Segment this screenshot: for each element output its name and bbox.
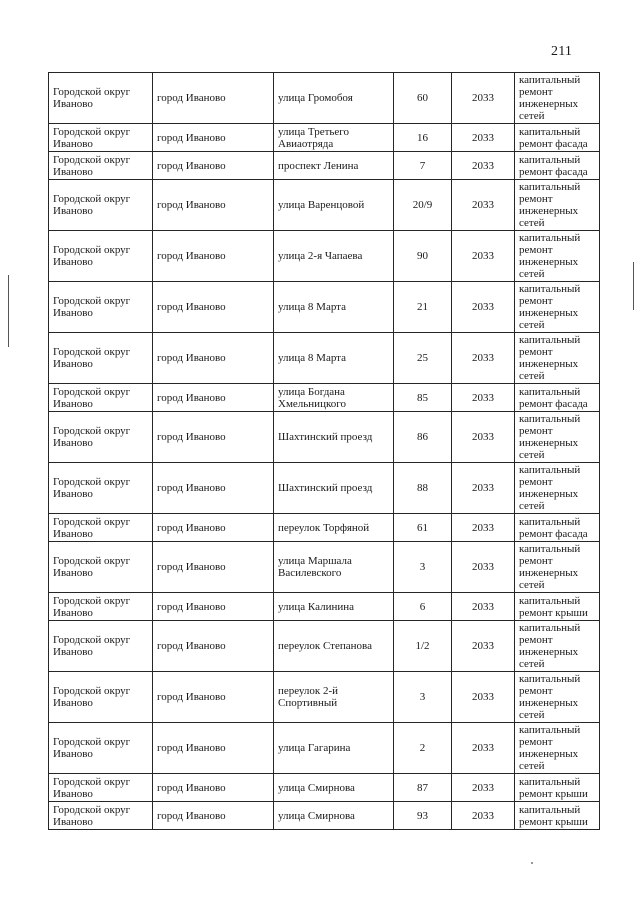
year-cell: 2033: [452, 514, 515, 542]
year-cell: 2033: [452, 802, 515, 830]
district-cell: Городской округ Иваново: [49, 593, 153, 621]
year-cell: 2033: [452, 282, 515, 333]
street-cell: улица Третьего Авиаотряда: [274, 124, 394, 152]
work-type-cell: капитальный ремонт крыши: [515, 802, 600, 830]
district-cell: Городской округ Иваново: [49, 412, 153, 463]
year-cell: 2033: [452, 621, 515, 672]
street-cell: Шахтинский проезд: [274, 463, 394, 514]
table-row: [49, 802, 600, 830]
work-type-cell: капитальный ремонт фасада: [515, 124, 600, 152]
table-row: [49, 774, 600, 802]
street-cell: улица Смирнова: [274, 774, 394, 802]
street-cell: улица Маршала Василевского: [274, 542, 394, 593]
district-cell: Городской округ Иваново: [49, 231, 153, 282]
street-cell: улица Смирнова: [274, 802, 394, 830]
district-cell: Городской округ Иваново: [49, 152, 153, 180]
street-cell: переулок 2-й Спортивный: [274, 672, 394, 723]
street-cell: улица 2-я Чапаева: [274, 231, 394, 282]
city-cell: город Иваново: [153, 463, 274, 514]
year-cell: 2033: [452, 672, 515, 723]
house-number-cell: 3: [394, 542, 452, 593]
house-number-cell: 1/2: [394, 621, 452, 672]
house-number-cell: 87: [394, 774, 452, 802]
table-row: [49, 621, 600, 672]
house-number-cell: 85: [394, 384, 452, 412]
work-type-cell: капитальный ремонт инженерных сетей: [515, 282, 600, 333]
street-cell: переулок Торфяной: [274, 514, 394, 542]
house-number-cell: 3: [394, 672, 452, 723]
district-cell: Городской округ Иваново: [49, 333, 153, 384]
table-row: [49, 152, 600, 180]
district-cell: Городской округ Иваново: [49, 384, 153, 412]
city-cell: город Иваново: [153, 333, 274, 384]
street-cell: проспект Ленина: [274, 152, 394, 180]
table-row: [49, 124, 600, 152]
work-type-cell: капитальный ремонт фасада: [515, 384, 600, 412]
house-number-cell: 88: [394, 463, 452, 514]
work-type-cell: капитальный ремонт инженерных сетей: [515, 73, 600, 124]
district-cell: Городской округ Иваново: [49, 463, 153, 514]
capital-repair-table: [48, 72, 600, 830]
year-cell: 2033: [452, 542, 515, 593]
work-type-cell: капитальный ремонт крыши: [515, 593, 600, 621]
page-number: 211: [551, 44, 573, 59]
city-cell: город Иваново: [153, 152, 274, 180]
year-cell: 2033: [452, 463, 515, 514]
city-cell: город Иваново: [153, 723, 274, 774]
work-type-cell: капитальный ремонт инженерных сетей: [515, 231, 600, 282]
house-number-cell: 93: [394, 802, 452, 830]
work-type-cell: капитальный ремонт инженерных сетей: [515, 180, 600, 231]
street-cell: Шахтинский проезд: [274, 412, 394, 463]
house-number-cell: 16: [394, 124, 452, 152]
district-cell: Городской округ Иваново: [49, 621, 153, 672]
table-row: [49, 73, 600, 124]
street-cell: улица Громобоя: [274, 73, 394, 124]
street-cell: переулок Степанова: [274, 621, 394, 672]
city-cell: город Иваново: [153, 621, 274, 672]
house-number-cell: 2: [394, 723, 452, 774]
city-cell: город Иваново: [153, 514, 274, 542]
district-cell: Городской округ Иваново: [49, 802, 153, 830]
street-cell: улица 8 Марта: [274, 282, 394, 333]
house-number-cell: 6: [394, 593, 452, 621]
work-type-cell: капитальный ремонт инженерных сетей: [515, 412, 600, 463]
year-cell: 2033: [452, 593, 515, 621]
work-type-cell: капитальный ремонт инженерных сетей: [515, 463, 600, 514]
work-type-cell: капитальный ремонт инженерных сетей: [515, 542, 600, 593]
table-row: [49, 333, 600, 384]
house-number-cell: 61: [394, 514, 452, 542]
work-type-cell: капитальный ремонт инженерных сетей: [515, 333, 600, 384]
city-cell: город Иваново: [153, 231, 274, 282]
table-body: [49, 73, 600, 830]
year-cell: 2033: [452, 723, 515, 774]
house-number-cell: 25: [394, 333, 452, 384]
work-type-cell: капитальный ремонт инженерных сетей: [515, 621, 600, 672]
city-cell: город Иваново: [153, 124, 274, 152]
district-cell: Городской округ Иваново: [49, 723, 153, 774]
work-type-cell: капитальный ремонт инженерных сетей: [515, 723, 600, 774]
year-cell: 2033: [452, 774, 515, 802]
table-row: [49, 593, 600, 621]
city-cell: город Иваново: [153, 593, 274, 621]
table-row: [49, 514, 600, 542]
district-cell: Городской округ Иваново: [49, 774, 153, 802]
city-cell: город Иваново: [153, 802, 274, 830]
city-cell: город Иваново: [153, 180, 274, 231]
year-cell: 2033: [452, 124, 515, 152]
year-cell: 2033: [452, 384, 515, 412]
district-cell: Городской округ Иваново: [49, 672, 153, 723]
house-number-cell: 20/9: [394, 180, 452, 231]
city-cell: город Иваново: [153, 774, 274, 802]
year-cell: 2033: [452, 152, 515, 180]
street-cell: улица Богдана Хмельницкого: [274, 384, 394, 412]
district-cell: Городской округ Иваново: [49, 73, 153, 124]
table-row: [49, 463, 600, 514]
house-number-cell: 21: [394, 282, 452, 333]
city-cell: город Иваново: [153, 542, 274, 593]
district-cell: Городской округ Иваново: [49, 282, 153, 333]
work-type-cell: капитальный ремонт крыши: [515, 774, 600, 802]
table-row: [49, 542, 600, 593]
district-cell: Городской округ Иваново: [49, 180, 153, 231]
city-cell: город Иваново: [153, 282, 274, 333]
table-row: [49, 723, 600, 774]
city-cell: город Иваново: [153, 384, 274, 412]
year-cell: 2033: [452, 73, 515, 124]
table-row: [49, 180, 600, 231]
street-cell: улица 8 Марта: [274, 333, 394, 384]
year-cell: 2033: [452, 412, 515, 463]
year-cell: 2033: [452, 180, 515, 231]
street-cell: улица Калинина: [274, 593, 394, 621]
year-cell: 2033: [452, 231, 515, 282]
scan-margin-mark-left: [8, 275, 9, 347]
district-cell: Городской округ Иваново: [49, 514, 153, 542]
street-cell: улица Варенцовой: [274, 180, 394, 231]
district-cell: Городской округ Иваново: [49, 124, 153, 152]
house-number-cell: 90: [394, 231, 452, 282]
city-cell: город Иваново: [153, 672, 274, 723]
work-type-cell: капитальный ремонт фасада: [515, 152, 600, 180]
table-row: [49, 412, 600, 463]
table-row: [49, 384, 600, 412]
table-row: [49, 231, 600, 282]
city-cell: город Иваново: [153, 412, 274, 463]
city-cell: город Иваново: [153, 73, 274, 124]
house-number-cell: 60: [394, 73, 452, 124]
house-number-cell: 7: [394, 152, 452, 180]
scan-margin-mark-right: [633, 262, 634, 310]
work-type-cell: капитальный ремонт фасада: [515, 514, 600, 542]
house-number-cell: 86: [394, 412, 452, 463]
work-type-cell: капитальный ремонт инженерных сетей: [515, 672, 600, 723]
table-row: [49, 672, 600, 723]
table-row: [49, 282, 600, 333]
year-cell: 2033: [452, 333, 515, 384]
scan-dot: [531, 862, 533, 864]
street-cell: улица Гагарина: [274, 723, 394, 774]
district-cell: Городской округ Иваново: [49, 542, 153, 593]
